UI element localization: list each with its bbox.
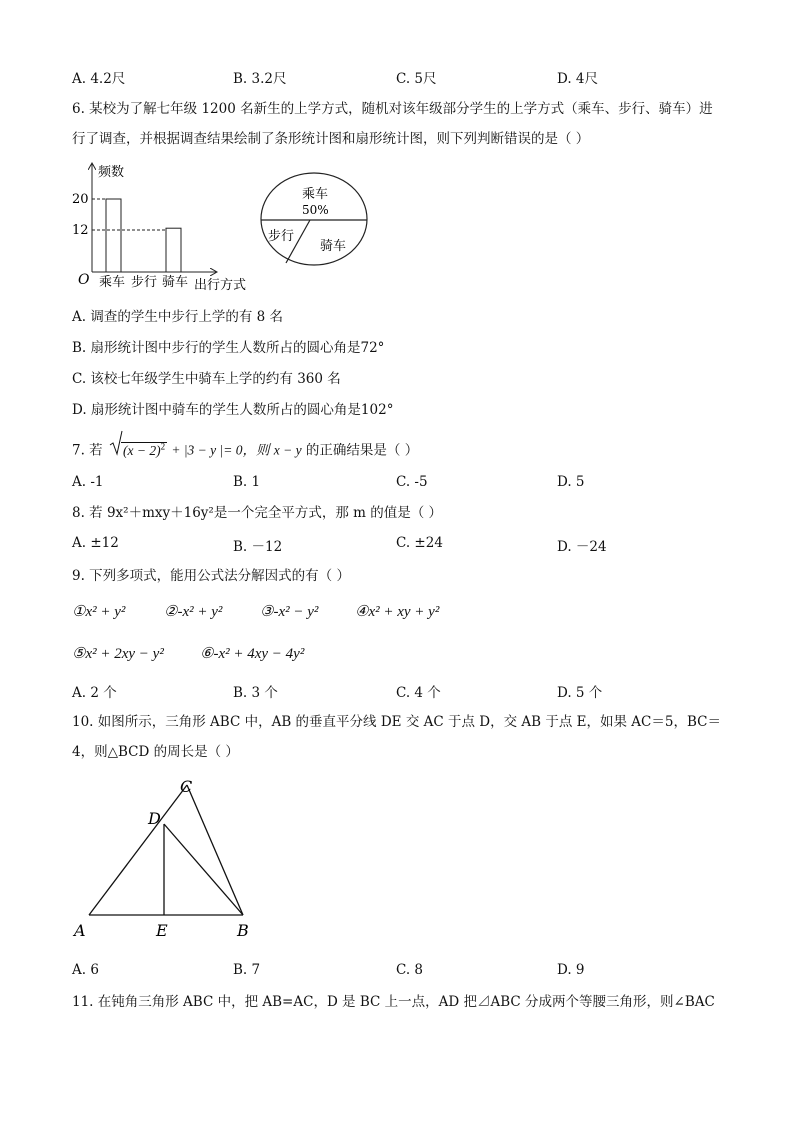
q7-option-d: D. 5 bbox=[557, 474, 585, 490]
q6-stem-line1: 6. 某校为了解七年级 1200 名新生的上学方式，随机对该年级部分学生的上学方式（乘车、步行、骑车）进 bbox=[72, 101, 713, 117]
y-axis-label: 频数 bbox=[98, 165, 125, 180]
q10-stem-line1: 10. 如图所示，三角形 ABC 中，AB 的垂直平分线 DE 交 AC 于点 D，交 AB 于点 E，如果 AC＝5，BC＝ bbox=[72, 714, 721, 730]
q7-stem bbox=[72, 436, 418, 462]
q6-option-d: D. 扇形统计图中骑车的学生人数所占的圆心角是102° bbox=[72, 402, 394, 418]
q9-item-2: ②-x² + y² bbox=[164, 604, 223, 620]
q7-radicand: (x − 2) bbox=[122, 442, 161, 458]
bar-乘车 bbox=[106, 199, 121, 272]
q6-option-a: A. 调查的学生中步行上学的有 8 名 bbox=[72, 309, 284, 325]
x-cat-0: 乘车 bbox=[99, 275, 126, 290]
label-d: D bbox=[148, 809, 161, 828]
side-ac bbox=[89, 785, 187, 915]
bar-chart bbox=[70, 158, 260, 294]
pie-label-bike: 骑车 bbox=[320, 239, 347, 254]
q10-option-d: D. 9 bbox=[557, 962, 585, 978]
q6-option-b: B. 扇形统计图中步行的学生人数所占的圆心角是72° bbox=[72, 340, 385, 356]
q10-option-a: A. 6 bbox=[72, 962, 99, 978]
q9-item-6: ⑥-x² + 4xy − 4y² bbox=[200, 646, 305, 662]
q8-option-d: D. －24 bbox=[557, 539, 607, 555]
bar-骑车 bbox=[166, 228, 181, 272]
q10-option-b: B. 7 bbox=[233, 962, 261, 978]
x-cat-1: 步行 bbox=[131, 275, 158, 290]
q5-option-d: D. 4尺 bbox=[557, 71, 599, 87]
q6-option-c: C. 该校七年级学生中骑车上学的约有 360 名 bbox=[72, 371, 341, 387]
x-cat-2: 骑车 bbox=[162, 275, 189, 290]
q7-suffix: 的正确结果是（ ） bbox=[305, 442, 419, 459]
pie-percent-ride: 50% bbox=[302, 203, 329, 217]
pie-label-ride: 乘车 bbox=[302, 187, 329, 202]
label-b: B bbox=[237, 921, 249, 940]
segment-db bbox=[164, 824, 243, 915]
q9-stem: 9. 下列多项式，能用公式法分解因式的有（ ） bbox=[72, 568, 350, 584]
y-tick-20: 20 bbox=[72, 192, 89, 207]
q10-stem-line2: 4，则△BCD 的周长是（ ） bbox=[72, 744, 239, 760]
q7-option-b: B. 1 bbox=[233, 474, 261, 490]
q8-option-a: A. ±12 bbox=[72, 535, 119, 551]
q7-option-c: C. -5 bbox=[396, 474, 428, 490]
q9-item-5: ⑤x² + 2xy − y² bbox=[72, 646, 164, 662]
label-c: C bbox=[180, 777, 193, 796]
pie-label-walk: 步行 bbox=[268, 229, 295, 244]
q9-item-3: ③-x² − y² bbox=[260, 604, 319, 620]
q8-stem: 8. 若 9x²＋mxy＋16y²是一个完全平方式，那 m 的值是（ ） bbox=[72, 505, 443, 521]
label-a: A bbox=[74, 921, 86, 940]
x-axis-label: 出行方式 bbox=[194, 278, 247, 293]
q5-option-c: C. 5尺 bbox=[396, 71, 437, 87]
q11-stem-line1: 11. 在钝角三角形 ABC 中，把 AB=AC，D 是 BC 上一点，AD 把⊿ABC 分成两个等腰三角形，则∠BAC bbox=[72, 994, 715, 1010]
pie-chart bbox=[258, 170, 378, 270]
q6-stem-line2: 行了调查，并根据调查结果绘制了条形统计图和扇形统计图，则下列判断错误的是（ ） bbox=[72, 131, 590, 147]
origin-label: O bbox=[78, 272, 90, 288]
y-tick-12: 12 bbox=[72, 223, 89, 238]
q9-item-4: ④x² + xy + y² bbox=[355, 604, 440, 620]
q9-option-c: C. 4 个 bbox=[396, 685, 441, 701]
q8-option-b: B. －12 bbox=[233, 539, 283, 555]
q7-expr: x − y bbox=[273, 442, 302, 458]
q9-option-a: A. 2 个 bbox=[72, 685, 117, 701]
q8-option-c: C. ±24 bbox=[396, 535, 443, 551]
q7-radical bbox=[109, 436, 167, 461]
q9-item-1: ①x² + y² bbox=[72, 604, 126, 620]
q5-option-b: B. 3.2尺 bbox=[233, 71, 287, 87]
q7-exp: 2 bbox=[160, 441, 166, 451]
q9-option-b: B. 3 个 bbox=[233, 685, 278, 701]
q5-option-a: A. 4.2尺 bbox=[72, 71, 126, 87]
side-bc bbox=[187, 785, 243, 915]
q7-middle: + |3 − y |= 0，则 bbox=[171, 442, 270, 458]
q10-option-c: C. 8 bbox=[396, 962, 424, 978]
q9-option-d: D. 5 个 bbox=[557, 685, 603, 701]
label-e: E bbox=[156, 921, 168, 940]
q7-prefix: 7. 若 bbox=[72, 442, 103, 459]
q7-option-a: A. -1 bbox=[72, 474, 104, 490]
triangle-figure bbox=[70, 772, 270, 948]
